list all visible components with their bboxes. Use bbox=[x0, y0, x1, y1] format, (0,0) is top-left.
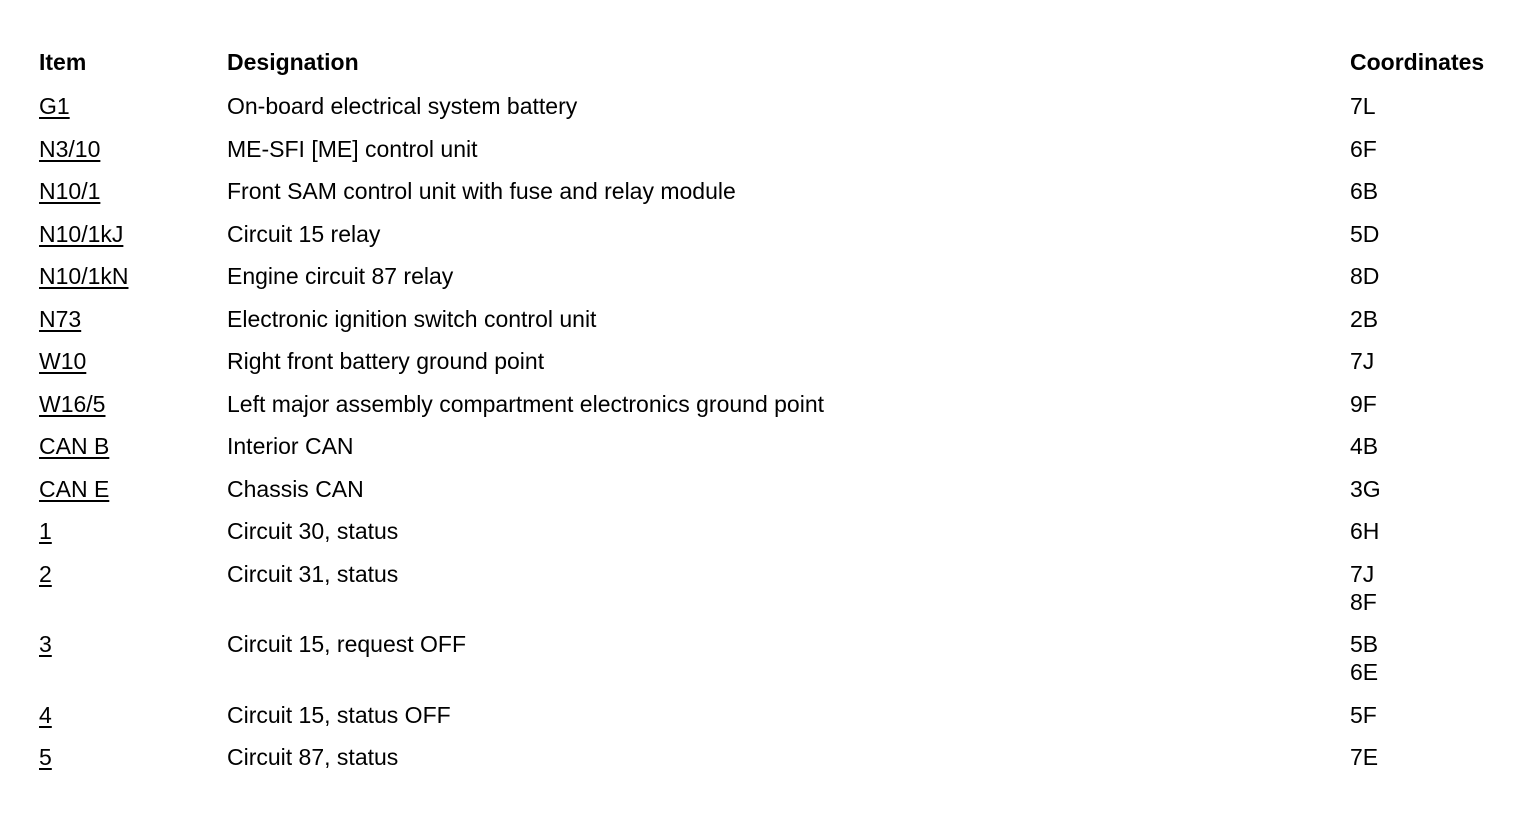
coordinate-value: 5F bbox=[1350, 701, 1377, 728]
coordinate-value: 8F bbox=[1350, 588, 1377, 615]
table-row bbox=[39, 177, 1529, 220]
coordinate-value: 3G bbox=[1350, 475, 1381, 502]
item-link[interactable]: CAN E bbox=[39, 475, 110, 502]
item-link[interactable]: 1 bbox=[39, 518, 52, 544]
item-link[interactable]: 5 bbox=[39, 744, 52, 770]
item-cell bbox=[39, 701, 227, 744]
designation-cell: Circuit 30, status bbox=[227, 518, 399, 544]
table-row bbox=[39, 743, 1529, 786]
designation-cell: Right front battery ground point bbox=[227, 348, 545, 374]
coordinate-value: 8D bbox=[1350, 263, 1380, 289]
item-cell bbox=[39, 560, 227, 631]
table-row bbox=[39, 560, 1529, 631]
table-row bbox=[39, 630, 1529, 701]
designation-cell: Interior CAN bbox=[227, 433, 354, 459]
coordinates-cell bbox=[1350, 135, 1529, 178]
item-cell bbox=[39, 475, 227, 518]
item-cell bbox=[39, 220, 227, 263]
item-cell bbox=[39, 390, 227, 433]
coordinate-value: 6E bbox=[1350, 659, 1379, 685]
designation-cell: Left major assembly compartment electronics ground point bbox=[227, 390, 825, 417]
item-link[interactable]: N10/1 bbox=[39, 178, 101, 204]
coordinate-value: 7J bbox=[1350, 348, 1375, 374]
coordinate-value: 2B bbox=[1350, 305, 1379, 332]
designation-cell: Circuit 15 relay bbox=[227, 220, 381, 247]
coordinates-column-header: Coordinates bbox=[1350, 49, 1485, 75]
item-link[interactable]: 2 bbox=[39, 560, 52, 587]
table-row bbox=[39, 347, 1529, 390]
coordinate-value: 6B bbox=[1350, 178, 1379, 204]
designation-cell: Chassis CAN bbox=[227, 475, 364, 502]
coordinates-cell bbox=[1350, 743, 1529, 786]
item-link[interactable]: 4 bbox=[39, 701, 52, 728]
coordinates-cell bbox=[1350, 475, 1529, 518]
designation-cell: Circuit 87, status bbox=[227, 744, 399, 770]
coordinate-value: 7L bbox=[1350, 93, 1376, 119]
coordinates-cell bbox=[1350, 347, 1529, 390]
item-cell bbox=[39, 743, 227, 786]
coordinate-value: 5D bbox=[1350, 220, 1380, 247]
table-row bbox=[39, 517, 1529, 560]
item-cell bbox=[39, 517, 227, 560]
legend-table bbox=[39, 44, 1529, 786]
coordinates-cell bbox=[1350, 390, 1529, 433]
item-link[interactable]: 3 bbox=[39, 631, 52, 657]
coordinates-cell bbox=[1350, 560, 1529, 631]
designation-cell: ME-SFI [ME] control unit bbox=[227, 135, 478, 162]
header-row bbox=[39, 44, 1529, 92]
coordinates-cell bbox=[1350, 262, 1529, 305]
coordinates-cell bbox=[1350, 92, 1529, 135]
table-row bbox=[39, 390, 1529, 433]
table-row bbox=[39, 262, 1529, 305]
coordinates-cell bbox=[1350, 432, 1529, 475]
item-cell bbox=[39, 92, 227, 135]
table-row bbox=[39, 475, 1529, 518]
table-row bbox=[39, 432, 1529, 475]
coordinate-value: 7E bbox=[1350, 744, 1379, 770]
designation-cell: Front SAM control unit with fuse and relay module bbox=[227, 178, 736, 204]
table-row bbox=[39, 701, 1529, 744]
item-cell bbox=[39, 177, 227, 220]
item-cell bbox=[39, 432, 227, 475]
item-cell bbox=[39, 305, 227, 348]
coordinate-value: 4B bbox=[1350, 433, 1379, 459]
table-row bbox=[39, 305, 1529, 348]
table-row bbox=[39, 135, 1529, 178]
designation-cell: Electronic ignition switch control unit bbox=[227, 305, 597, 332]
coordinates-cell bbox=[1350, 630, 1529, 701]
item-cell bbox=[39, 262, 227, 305]
designation-cell: Engine circuit 87 relay bbox=[227, 263, 454, 289]
designation-cell: On-board electrical system battery bbox=[227, 93, 578, 119]
coordinates-cell bbox=[1350, 517, 1529, 560]
table-header bbox=[39, 44, 1529, 92]
item-column-header: Item bbox=[39, 49, 87, 75]
designation-cell: Circuit 31, status bbox=[227, 560, 399, 587]
coordinates-cell bbox=[1350, 220, 1529, 263]
coordinate-value: 6F bbox=[1350, 135, 1377, 162]
item-cell bbox=[39, 347, 227, 390]
item-link[interactable]: N3/10 bbox=[39, 135, 101, 162]
item-link[interactable]: W10 bbox=[39, 348, 87, 374]
item-link[interactable]: CAN B bbox=[39, 433, 110, 459]
item-cell bbox=[39, 135, 227, 178]
item-link[interactable]: N73 bbox=[39, 305, 82, 332]
item-link[interactable]: N10/1kJ bbox=[39, 220, 124, 247]
coordinate-value: 5B bbox=[1350, 631, 1379, 657]
coordinate-value: 7J bbox=[1350, 560, 1375, 587]
designation-cell: Circuit 15, request OFF bbox=[227, 631, 467, 657]
table-row bbox=[39, 220, 1529, 263]
item-cell bbox=[39, 630, 227, 701]
table-row bbox=[39, 92, 1529, 135]
coordinates-cell bbox=[1350, 701, 1529, 744]
item-link[interactable]: G1 bbox=[39, 93, 70, 119]
coordinate-value: 6H bbox=[1350, 518, 1380, 544]
coordinates-cell bbox=[1350, 305, 1529, 348]
coordinate-value: 9F bbox=[1350, 390, 1377, 417]
item-link[interactable]: W16/5 bbox=[39, 390, 106, 417]
table-body bbox=[39, 92, 1529, 786]
designation-cell: Circuit 15, status OFF bbox=[227, 701, 451, 728]
coordinates-cell bbox=[1350, 177, 1529, 220]
designation-column-header: Designation bbox=[227, 49, 359, 75]
item-link[interactable]: N10/1kN bbox=[39, 263, 129, 289]
